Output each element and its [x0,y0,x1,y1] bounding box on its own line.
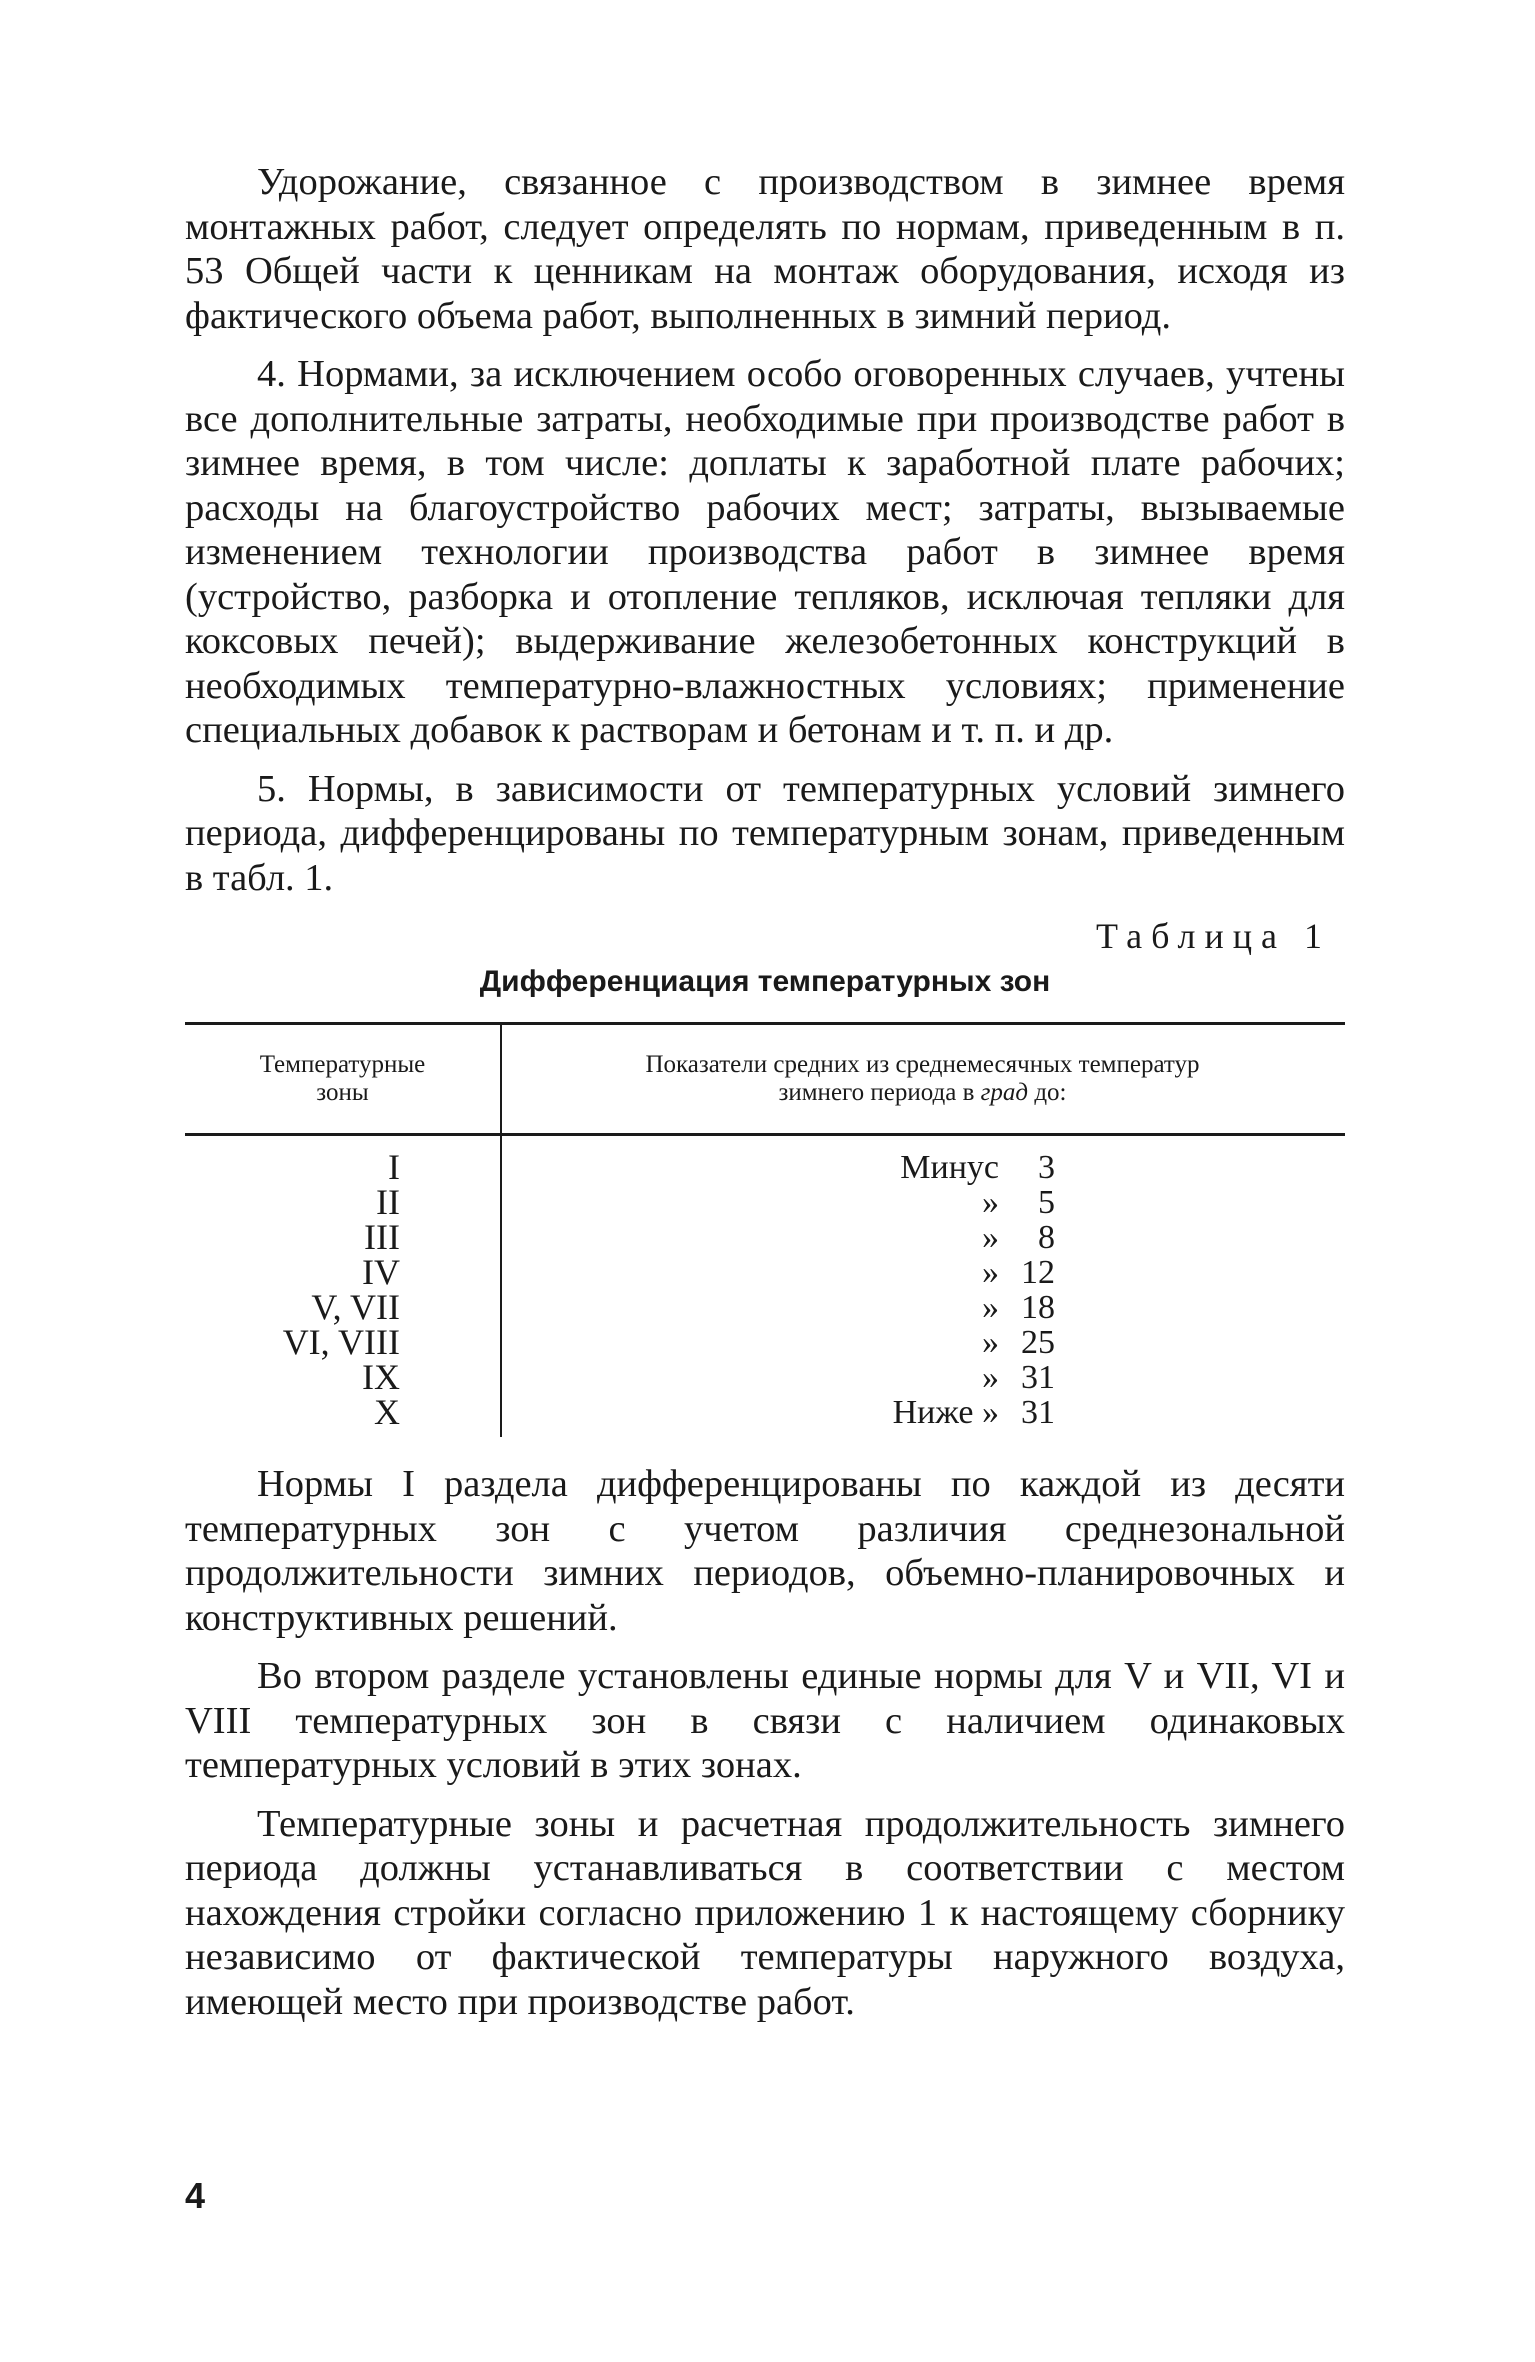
header-values-line2-post: до: [1028,1079,1067,1106]
value-row [500,1220,1345,1255]
table-header [185,1025,1345,1136]
header-values-line1: Показатели средних из среднемесячных температур [645,1051,1200,1078]
value-column [500,1150,1345,1430]
value-number: 18 [1021,1289,1055,1326]
table-body [185,1136,1345,1436]
value-row [500,1290,1345,1325]
value-row [500,1325,1345,1360]
value-label: » [982,1359,999,1396]
value-label: » [982,1289,999,1326]
zone-cell: VI, VIII [282,1322,400,1362]
value-number: 25 [1021,1324,1055,1361]
header-zones [185,1051,500,1107]
paragraph-section-2-norms: Во втором разделе установлены единые нормы для V и VII, VI и VIII температурных зон в связи с наличием одинаковых температурных условий в этих зонах. [185,1655,1345,1786]
paragraph-item-5: 5. Нормы, в зависимости от температурных условий зимнего периода, дифференцированы по температурным зонам, приведенным в табл. 1. [185,767,1345,899]
value-label: Минус [900,1149,999,1186]
table-caption: Таблица 1 [1096,916,1331,956]
paragraph-zone-determination: Температурные зоны и расчетная продолжительность зимнего периода должны устанавливаться в соответствии с местом нахождения стройки согласно приложению 1 к настоящему сборнику независимо от фактической температуры наружного воздуха, имеющей место при производстве работ. [185,1802,1345,2023]
zone-cell: X [374,1392,400,1432]
page-number: 4 [185,2175,206,2216]
table-body-divider [500,1137,502,1437]
value-number: 31 [1021,1394,1055,1431]
value-label: » [982,1254,999,1291]
zone-cell: IX [362,1357,400,1397]
value-number: 31 [1021,1359,1055,1396]
value-label: Ниже » [892,1394,999,1431]
temperature-zones-table [185,1022,1345,1436]
value-number: 8 [1038,1219,1055,1256]
value-label: » [982,1219,999,1256]
header-values-line2-pre: зимнего периода в [778,1079,981,1106]
value-label: » [982,1324,999,1361]
zone-column [185,1147,500,1432]
value-row [500,1185,1345,1220]
header-values-line2 [500,1079,1345,1107]
zone-cell: V, VII [311,1287,400,1327]
value-number: 3 [1038,1149,1055,1186]
zone-cell: IV [362,1252,400,1292]
value-label: » [982,1184,999,1221]
value-row [500,1150,1345,1185]
value-number: 5 [1038,1184,1055,1221]
value-row [500,1395,1345,1430]
paragraph-item-4: 4. Нормами, за исключением особо оговоренных случаев, учтены все дополнительные затраты, необходимые при производстве работ в зимнее время, в том числе: доплаты к заработной плате рабочих; расходы на благоустройство рабочих мест; затраты, вызываемые изменением технологии производства работ в зимнее время (устройство, разборка и отопление тепляков, исключая тепляки для коксовых печей); выдерживание железобетонных конструкций в необходимых температурно-влажностных условиях; применение специальных добавок к растворам и бетонам и т. п. и др. [185,353,1345,751]
paragraph-winter-cost: Удорожание, связанное с производством в зимнее время монтажных работ, следует определять по нормам, приведенным в п. 53 Общей части к ценникам на монтаж оборудования, исходя из фактического объема работ, выполненных в зимний период. [185,161,1345,337]
paragraph-section-1-norms: Нормы I раздела дифференцированы по каждой из десяти температурных зон с учетом различия среднезональной продолжительности зимних периодов, объемно-планировочных и конструктивных решений. [185,1463,1345,1639]
value-number: 12 [1021,1254,1055,1291]
header-zones-line2: зоны [316,1079,369,1106]
header-values-unit: град [980,1079,1029,1106]
zone-cell: II [376,1182,400,1222]
zone-cell: I [388,1147,400,1187]
header-zones-line1: Температурные [259,1051,426,1078]
page-content [185,160,1345,2024]
value-row [500,1360,1345,1395]
zone-cell: III [364,1217,400,1257]
table-header-divider [500,1025,502,1137]
header-temperature-values [500,1051,1345,1107]
value-row [500,1255,1345,1290]
table-title: Дифференциация температурных зон [479,965,1051,998]
